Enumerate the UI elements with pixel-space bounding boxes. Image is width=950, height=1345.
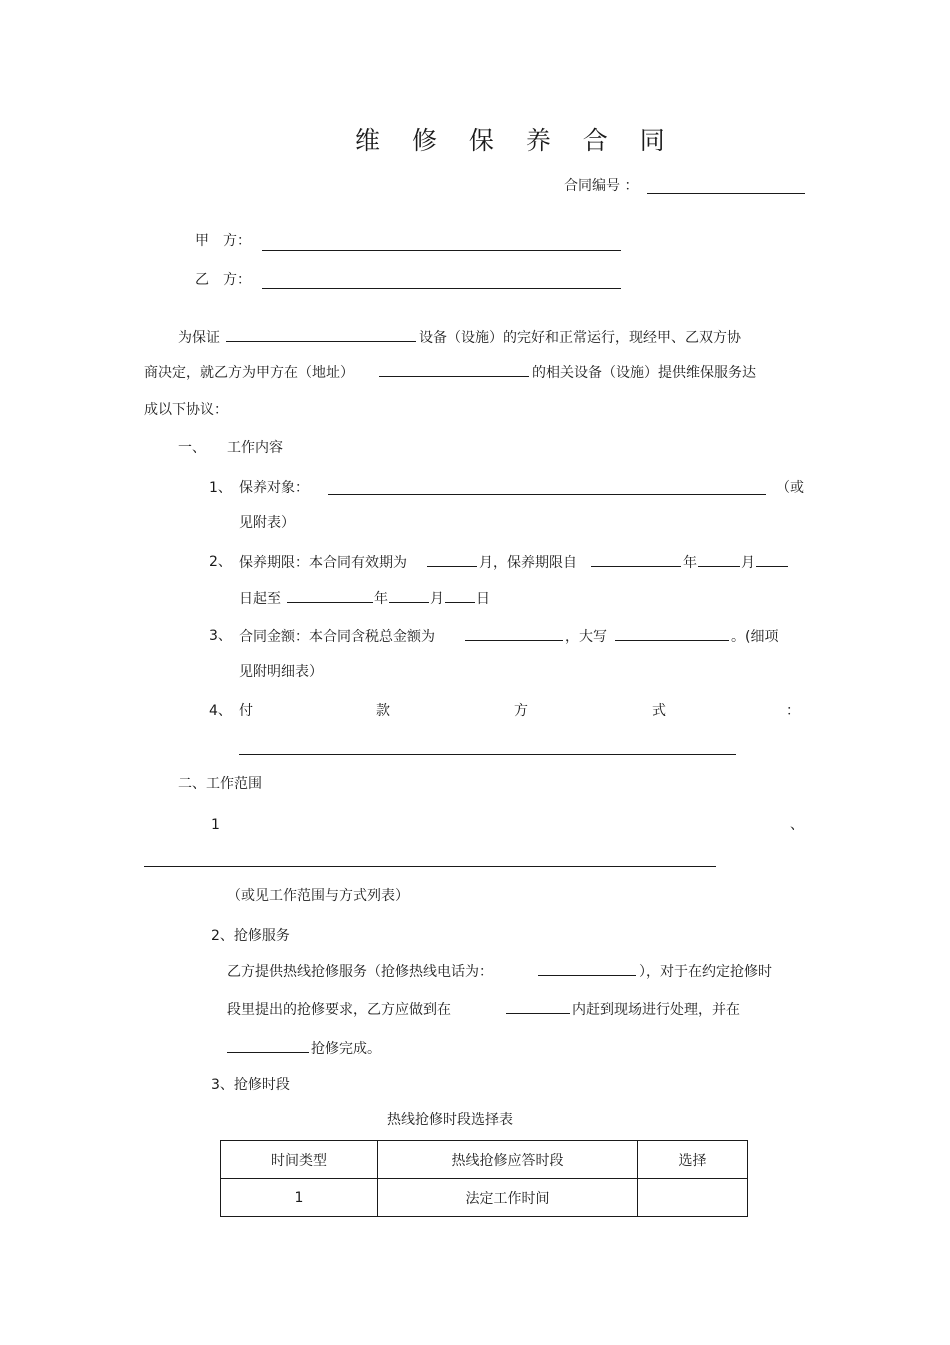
scope-field[interactable] [144,866,716,867]
repair-line-3 [227,1038,381,1059]
repair-text: 抢修完成。 [311,1041,381,1057]
table-header-cell: 热线抢修应答时段 [378,1141,638,1179]
party-a-field[interactable] [262,250,621,251]
contract-no-label: 合同编号 ： [564,178,639,194]
item-2-text: 保养期限：本合同有效期为 [239,555,407,571]
repair-text: 乙方提供热线抢修服务（抢修热线电话为： [227,964,493,980]
intro-text: 为保证 [178,330,220,346]
item-2-text: 月，保养期限自 [479,555,577,571]
table-header-row [221,1141,748,1179]
item-2-continuation [239,588,490,609]
table-row [221,1179,748,1217]
item-1-label: 保养对象： [239,480,309,496]
party-a-label: 甲 方： [195,233,251,249]
item-1-tail: （或 [776,480,804,496]
item-2-text: 年 [683,555,697,571]
item-2-text: 月 [741,555,755,571]
section-2-heading: 二、工作范围 [178,776,262,792]
table-caption: 热线抢修时段选择表 [387,1112,513,1128]
repair-text: 段里提出的抢修要求，乙方应做到在 [227,1002,451,1018]
table-select-cell[interactable] [638,1179,748,1217]
scope-note: （或见工作范围与方式列表） [227,888,409,904]
start-month-blank[interactable] [698,552,740,567]
maintenance-object-field[interactable] [328,494,766,495]
item-3-number: 3、 [209,628,232,644]
end-year-blank[interactable] [287,588,373,603]
document-title: 维 修 保 养 合 同 [355,126,677,155]
address-blank[interactable] [379,362,529,377]
item-1-continuation: 见附表） [239,515,295,531]
intro-line-3: 成以下协议： [144,402,228,418]
validity-months-blank[interactable] [427,552,477,567]
party-b-field[interactable] [262,288,621,289]
arrival-time-blank[interactable] [506,999,570,1014]
end-month-blank[interactable] [389,588,429,603]
item-3-text: 。(细项 [731,629,779,645]
table-cell: 法定工作时间 [378,1179,638,1217]
repair-service-heading: 2、抢修服务 [211,928,290,944]
table-header-cell: 时间类型 [221,1141,378,1179]
item-3-line [239,626,778,647]
item-2-text: 日起至 [239,591,281,607]
repair-period-heading: 3、抢修时段 [211,1077,290,1093]
amount-words-blank[interactable] [615,626,729,641]
item-2-number: 2、 [209,554,232,570]
intro-text: 的相关设备（设施）提供维保服务达 [532,365,756,381]
repair-period-table [220,1140,748,1217]
item-2-text: 日 [476,591,490,607]
amount-blank[interactable] [465,626,563,641]
repair-line-2 [227,999,740,1020]
item-1-number: 1、 [209,480,232,496]
intro-line-2 [144,362,756,383]
table-header-cell: 选择 [638,1141,748,1179]
intro-line-1 [178,327,741,348]
equipment-blank[interactable] [226,327,416,342]
scope-item-1-number: 1 [211,817,220,833]
scope-item-1-tail: 、 [790,817,804,833]
party-b-label: 乙 方： [195,272,251,288]
completion-time-blank[interactable] [227,1038,309,1053]
payment-method-field[interactable] [239,754,736,755]
item-2-line [239,552,788,573]
section-1-number: 一、 [178,440,206,456]
item-2-text: 年 [374,591,388,607]
item-2-text: 月 [430,591,444,607]
payment-char: ： [786,703,800,719]
repair-line-1 [227,961,772,982]
payment-char: 付 [239,703,253,719]
repair-text: ），对于在约定抢修时 [639,964,772,980]
intro-text: 设备（设施）的完好和正常运行，现经甲、乙双方协 [419,330,741,346]
hotline-blank[interactable] [538,961,636,976]
payment-char: 方 [514,703,528,719]
payment-char: 款 [376,703,390,719]
contract-no-field[interactable] [647,193,805,194]
payment-char: 式 [652,703,666,719]
item-3-continuation: 见附明细表） [239,664,323,680]
item-3-text: 合同金额：本合同含税总金额为 [239,629,435,645]
item-4-number: 4、 [209,703,232,719]
intro-text: 商决定，就乙方为甲方在（地址） [144,365,354,381]
start-day-blank[interactable] [756,552,788,567]
start-year-blank[interactable] [591,552,681,567]
table-cell: 1 [221,1179,378,1217]
end-day-blank[interactable] [445,588,475,603]
repair-text: 内赶到现场进行处理，并在 [572,1002,740,1018]
item-3-text: ，大写 [565,629,607,645]
section-1-heading: 工作内容 [227,440,283,456]
